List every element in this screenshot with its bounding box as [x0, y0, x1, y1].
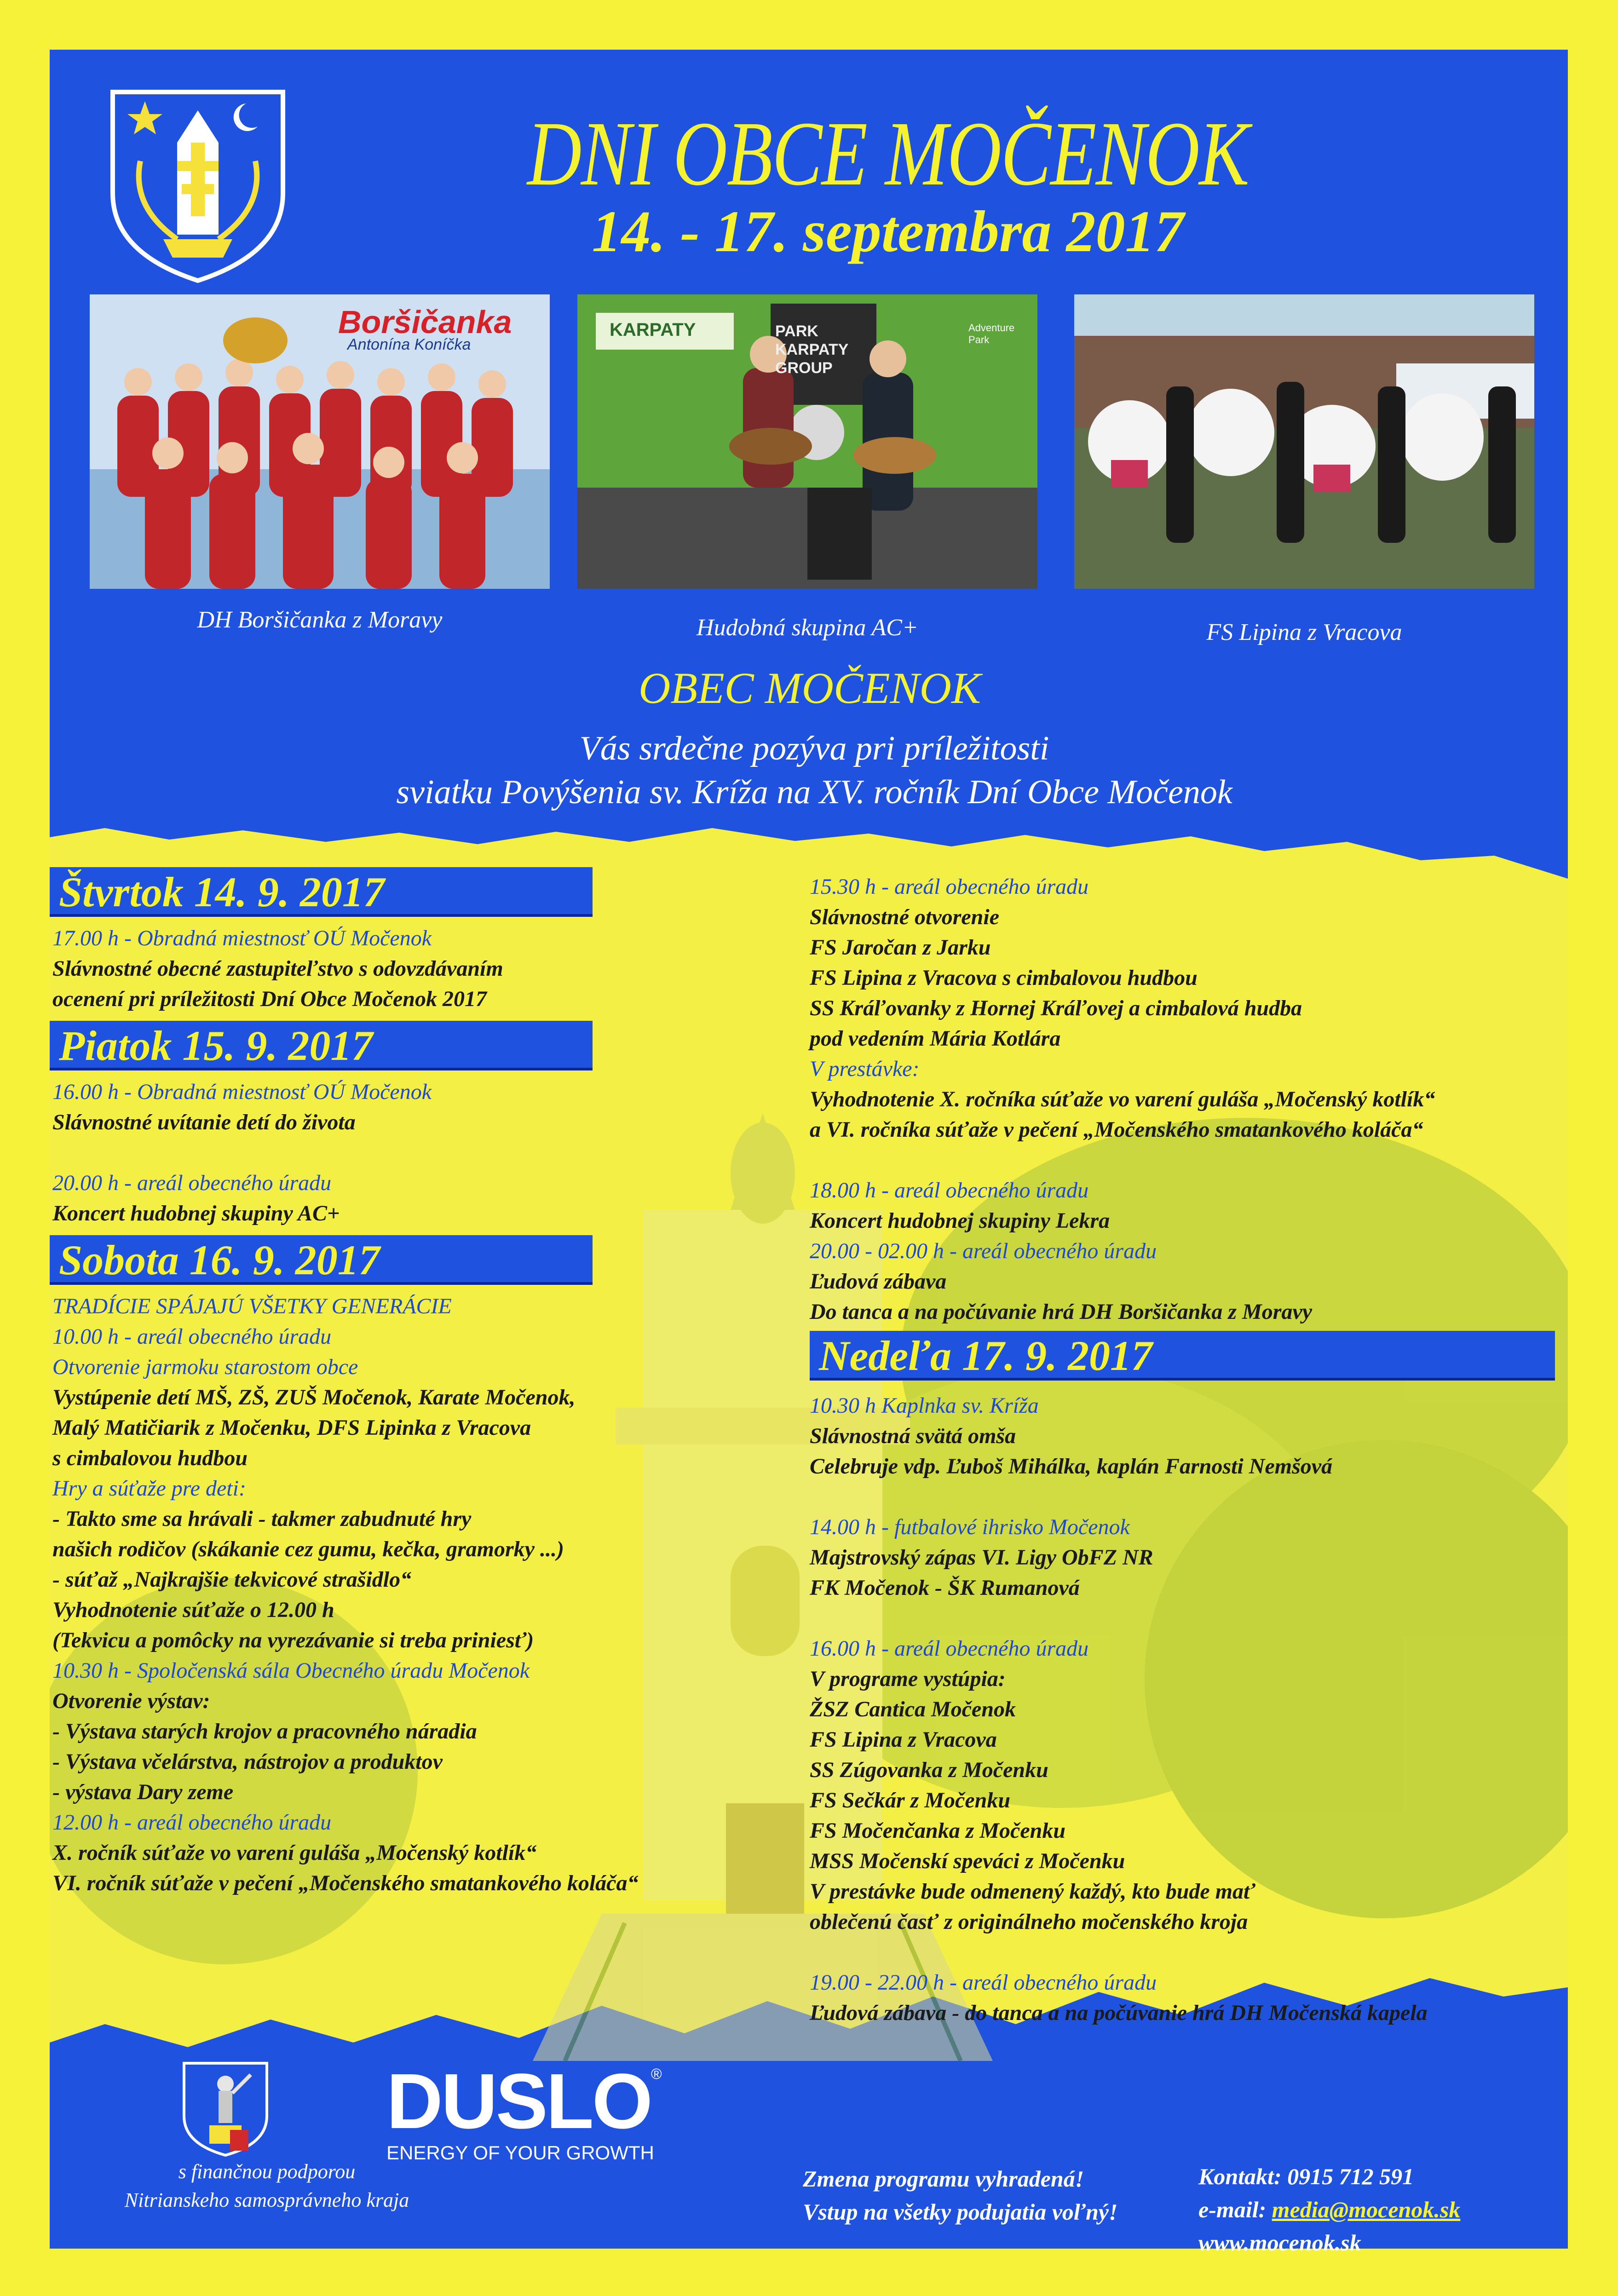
program-description: Celebruje vdp. Ľuboš Mihálka, kaplán Farnosti Nemšová	[810, 1454, 1333, 1479]
photo-lipina	[1074, 294, 1534, 589]
program-time-location: 14.00 h - futbalové ihrisko Močenok	[810, 1515, 1130, 1539]
invitation-line-2: sviatku Povýšenia sv. Kríža na XV. ročník Dní Obce Močenok	[396, 773, 1232, 811]
program-description: Do tanca a na počúvanie hrá DH Boršičanka z Moravy	[810, 1300, 1313, 1324]
program-description: Vyhodnotenie X. ročníka súťaže vo varení guláša „Močenský kotlík“	[810, 1087, 1435, 1111]
program-time-location: 15.30 h - areál obecného úradu	[810, 875, 1089, 899]
invitation-line-1: Vás srdečne pozýva pri príležitosti	[579, 730, 1049, 767]
program-time-location: Hry a súťaže pre deti:	[52, 1476, 246, 1501]
contact-web[interactable]: www.mocenok.sk	[1198, 2230, 1361, 2256]
caption-ac-plus: Hudobná skupina AC+	[697, 615, 918, 641]
day-program	[50, 917, 593, 1021]
contact-email-label: e-mail:	[1198, 2197, 1272, 2222]
program-description: SS Zúgovanka z Močenku	[810, 1758, 1048, 1782]
program-description: Malý Matičiarik z Močenku, DFS Lipinka z Vracova	[52, 1416, 531, 1440]
karpaty-banner: KARPATY	[610, 320, 696, 340]
program-description: FS Lipina z Vracova	[810, 1727, 997, 1752]
duslo-registered-mark: ®	[651, 2066, 662, 2082]
program-description: MSS Močenskí speváci z Močenku	[810, 1849, 1125, 1873]
borsicanka-sign-sub: Antonína Koníčka	[347, 336, 471, 353]
sunday-program	[810, 1381, 1564, 2028]
spacer	[810, 1482, 1564, 1512]
program-description: ocenení pri príležitosti Dní Obce Močenok 2017	[52, 987, 487, 1011]
obec-heading: OBEC MOČENOK	[639, 663, 981, 713]
program-description: - Takto sme sa hrávali - takmer zabudnuté hry	[52, 1507, 472, 1531]
photo-borsicanka	[90, 294, 550, 589]
day-program	[50, 1285, 639, 1905]
program-description: Ľudová zábava - do tanca a na počúvanie hrá DH Močenská kapela	[810, 2001, 1428, 2025]
program-description: - výstava Dary zeme	[52, 1780, 234, 1804]
program-description: FS Sečkár z Močenku	[810, 1788, 1011, 1813]
program-description: a VI. ročníka súťaže v pečení „Močenského smatankového koláča“	[810, 1117, 1423, 1142]
program-left-column	[50, 867, 639, 1905]
program-time-location: 10.30 h Kaplnka sv. Kríža	[810, 1393, 1039, 1418]
program-description: SS Kráľovanky z Hornej Kráľovej a cimbalová hudba	[810, 996, 1302, 1020]
support-line-1: s finančnou podporou	[178, 2160, 356, 2183]
program-description: Vystúpenie detí MŠ, ZŠ, ZUŠ Močenok, Karate Močenok,	[52, 1385, 576, 1410]
support-line-2: Nitrianskeho samosprávneho kraja	[124, 2189, 409, 2211]
program-time-location: 10.30 h - Spoločenská sála Obecného úradu Močenok	[52, 1658, 530, 1683]
program-description: FS Močenčanka z Močenku	[810, 1818, 1066, 1843]
saturday-program-continued	[810, 872, 1564, 1327]
event-title: DNI OBCE MOČENOK	[527, 103, 1249, 205]
program-time-location: 19.00 - 22.00 h - areál obecného úradu	[810, 1970, 1157, 1995]
day-program	[50, 1070, 593, 1235]
park-karpaty-banner: PARK KARPATY GROUP	[775, 322, 848, 377]
program-description: V prestávke bude odmenený každý, kto bude mať	[810, 1879, 1255, 1904]
program-time-location: 12.00 h - areál obecného úradu	[52, 1810, 332, 1835]
event-dates: 14. - 17. septembra 2017	[592, 199, 1184, 264]
program-time-location: V prestávke:	[810, 1057, 920, 1081]
day-header: Štvrtok 14. 9. 2017	[50, 867, 593, 917]
spacer	[52, 1138, 593, 1168]
program-description: Slávnostné uvítanie detí do života	[52, 1110, 356, 1134]
photo-ac-plus	[577, 294, 1037, 589]
nitra-region-coat-of-arms	[182, 2061, 269, 2158]
program-description: Ľudová zábava	[810, 1269, 947, 1294]
program-time-location: 17.00 h - Obradná miestnosť OÚ Močenok	[52, 926, 432, 950]
program-time-location: 20.00 - 02.00 h - areál obecného úradu	[810, 1239, 1157, 1263]
program-description: Slávnostné otvorenie	[810, 905, 1000, 929]
program-description: VI. ročník súťaže v pečení „Močenského smatankového koláča“	[52, 1871, 639, 1895]
note-program-change: Zmena programu vyhradená!	[803, 2166, 1084, 2192]
program-description: FS Lipina z Vracova s cimbalovou hudbou	[810, 966, 1198, 990]
program-time-location: 10.00 h - areál obecného úradu	[52, 1324, 332, 1349]
caption-borsicanka: DH Boršičanka z Moravy	[197, 607, 443, 633]
program-description: pod vedením Mária Kotlára	[810, 1026, 1061, 1051]
program-description: (Tekvicu a pomôcky na vyrezávanie si treba priniesť)	[52, 1628, 534, 1652]
program-description: s cimbalovou hudbou	[52, 1446, 248, 1470]
note-free-entry: Vstup na všetky podujatia voľný!	[803, 2199, 1118, 2225]
program-description: našich rodičov (skákanie cez gumu, kečka, gramorky ...)	[52, 1537, 564, 1561]
program-description: FS Jaročan z Jarku	[810, 935, 991, 960]
duslo-wordmark: DUSLO	[386, 2058, 651, 2145]
program-description: - súťaž „Najkrajšie tekvicové strašidlo“	[52, 1567, 412, 1592]
program-description: oblečenú časť z originálneho močenského kroja	[810, 1910, 1248, 1934]
program-description: - Výstava starých krojov a pracovného náradia	[52, 1719, 477, 1744]
program-notes	[803, 2162, 1117, 2228]
program-time-location: 16.00 h - areál obecného úradu	[810, 1636, 1089, 1661]
program-description: Majstrovský zápas VI. Ligy ObFZ NR	[810, 1545, 1153, 1570]
program-description: Vyhodnotenie súťaže o 12.00 h	[52, 1598, 334, 1622]
program-description: - Výstava včelárstva, nástrojov a produktov	[52, 1749, 443, 1774]
program-time-location: Otvorenie jarmoku starostom obce	[52, 1355, 358, 1379]
program-description: X. ročník súťaže vo varení guláša „Močenský kotlík“	[52, 1841, 537, 1865]
financial-support-note	[92, 2158, 442, 2215]
spacer	[810, 1603, 1564, 1634]
program-description: FK Močenok - ŠK Rumanová	[810, 1576, 1080, 1600]
spacer	[810, 1145, 1564, 1175]
program-description: ŽSZ Cantica Močenok	[810, 1697, 1016, 1721]
caption-lipina: FS Lipina z Vracova	[1206, 619, 1402, 645]
program-time-location: 16.00 h - Obradná miestnosť OÚ Močenok	[52, 1080, 432, 1104]
program-description: Koncert hudobnej skupiny AC+	[52, 1201, 340, 1226]
program-description: Otvorenie výstav:	[52, 1689, 210, 1713]
program-description: V programe vystúpia:	[810, 1667, 1006, 1691]
contact-email-row	[1198, 2193, 1460, 2226]
contact-block	[1198, 2160, 1460, 2259]
spacer	[810, 1937, 1564, 1968]
day-header: Nedeľa 17. 9. 2017	[810, 1331, 1555, 1381]
program-right-column	[810, 872, 1564, 2028]
duslo-slogan: ENERGY OF YOUR GROWTH	[386, 2142, 654, 2164]
duslo-logo	[386, 2056, 662, 2164]
program-description: Koncert hudobnej skupiny Lekra	[810, 1208, 1110, 1233]
program-description: Slávnostné obecné zastupiteľstvo s odovzdávaním	[52, 956, 503, 981]
day-header: Piatok 15. 9. 2017	[50, 1021, 593, 1070]
borsicanka-sign: Boršičanka	[338, 304, 512, 340]
program-description: Slávnostná svätá omša	[810, 1424, 1016, 1448]
program-time-location: TRADÍCIE SPÁJAJÚ VŠETKY GENERÁCIE	[52, 1294, 452, 1318]
mocenok-coat-of-arms	[108, 87, 288, 285]
contact-phone: Kontakt: 0915 712 591	[1198, 2164, 1414, 2189]
adventure-park-banner: Adventure Park	[968, 322, 1015, 345]
day-header: Sobota 16. 9. 2017	[50, 1235, 593, 1285]
program-time-location: 18.00 h - areál obecného úradu	[810, 1178, 1089, 1203]
contact-email-link[interactable]: media@mocenok.sk	[1272, 2197, 1461, 2222]
program-time-location: 20.00 h - areál obecného úradu	[52, 1171, 332, 1195]
